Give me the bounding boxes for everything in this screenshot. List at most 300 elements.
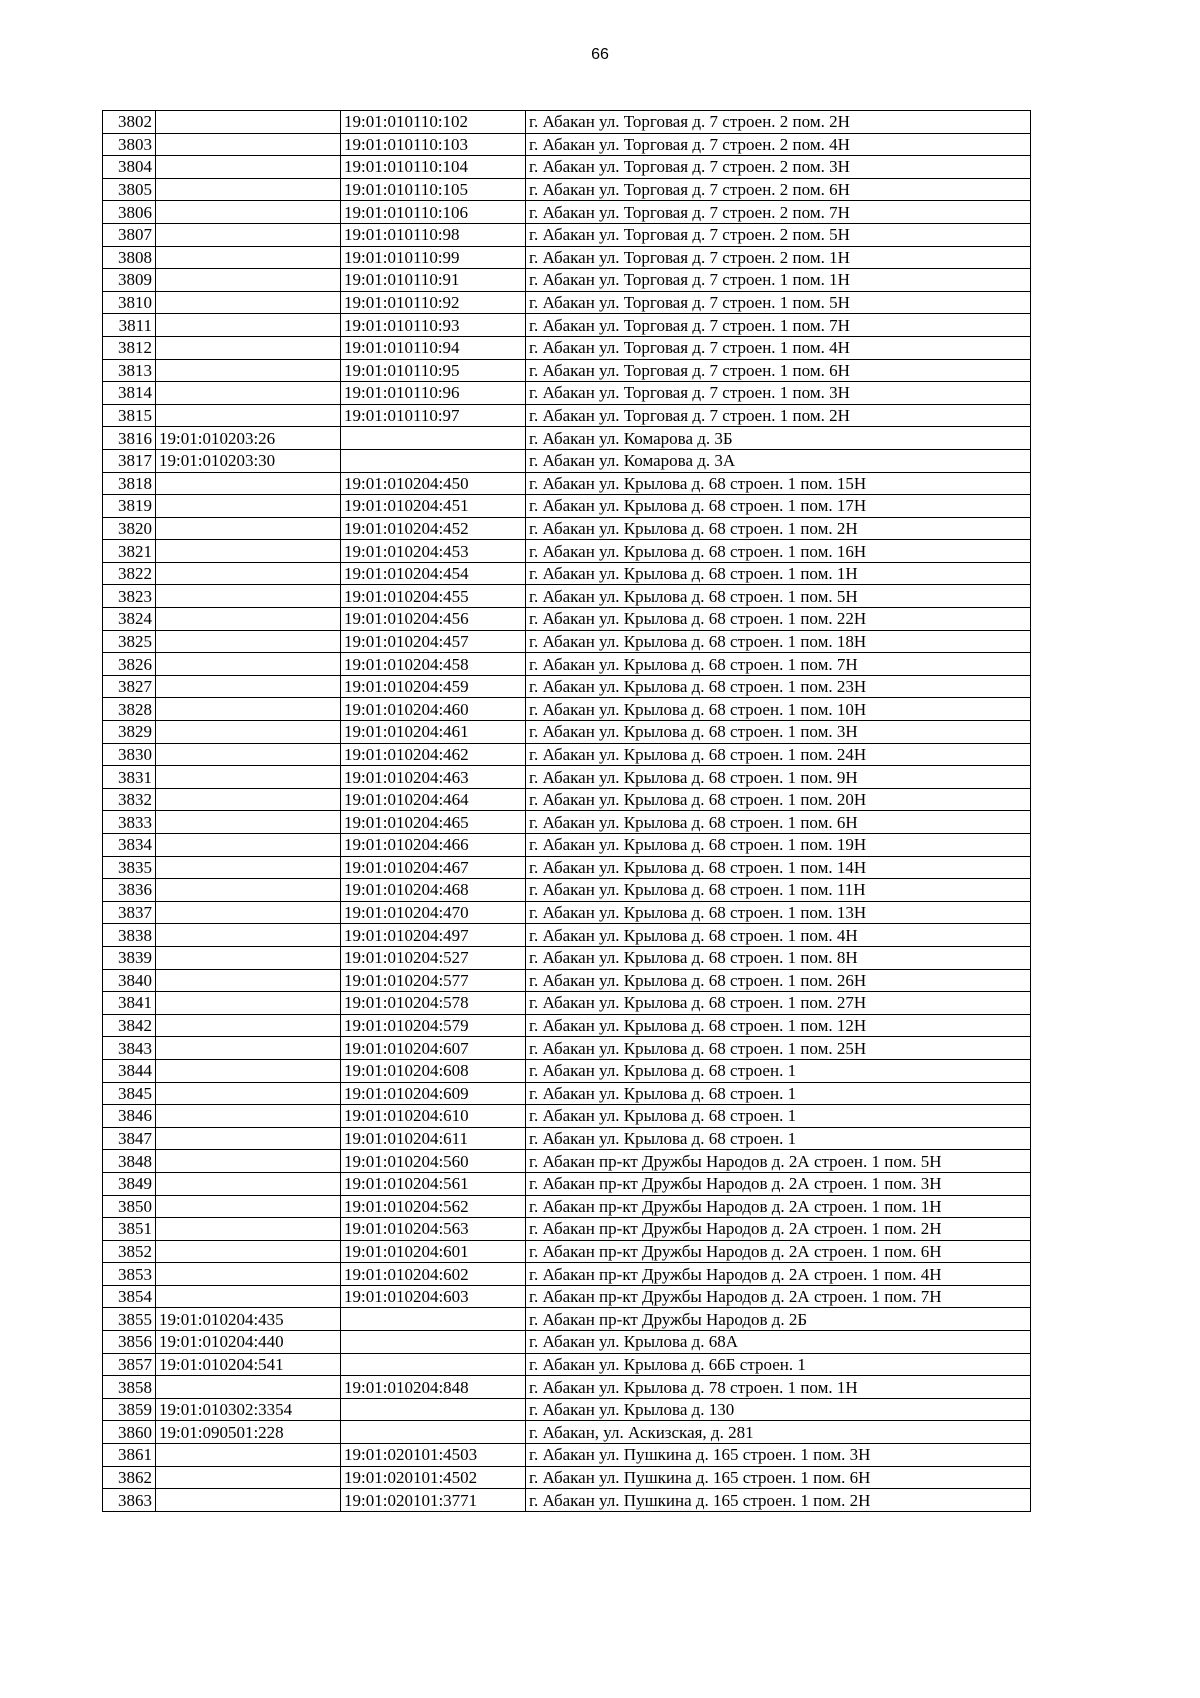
premises-cadastral-number: 19:01:020101:4502 bbox=[341, 1466, 526, 1489]
row-number: 3843 bbox=[103, 1037, 156, 1060]
premises-cadastral-number: 19:01:010110:97 bbox=[341, 404, 526, 427]
row-number: 3844 bbox=[103, 1059, 156, 1082]
table-row bbox=[103, 901, 1031, 924]
row-number: 3851 bbox=[103, 1218, 156, 1241]
row-number: 3804 bbox=[103, 156, 156, 179]
premises-cadastral-number: 19:01:010204:601 bbox=[341, 1240, 526, 1263]
building-cadastral-number bbox=[156, 1218, 341, 1241]
address: г. Абакан ул. Торговая д. 7 строен. 1 пом. 5Н bbox=[526, 291, 1031, 314]
building-cadastral-number bbox=[156, 608, 341, 631]
premises-cadastral-number: 19:01:010204:579 bbox=[341, 1014, 526, 1037]
row-number: 3812 bbox=[103, 336, 156, 359]
premises-cadastral-number: 19:01:010204:461 bbox=[341, 721, 526, 744]
premises-cadastral-number: 19:01:010204:563 bbox=[341, 1218, 526, 1241]
address: г. Абакан ул. Торговая д. 7 строен. 1 пом. 6Н bbox=[526, 359, 1031, 382]
table-row bbox=[103, 427, 1031, 450]
address: г. Абакан пр-кт Дружбы Народов д. 2А строен. 1 пом. 3Н bbox=[526, 1172, 1031, 1195]
premises-cadastral-number: 19:01:020101:3771 bbox=[341, 1489, 526, 1512]
row-number: 3863 bbox=[103, 1489, 156, 1512]
address: г. Абакан ул. Крылова д. 68 строен. 1 пом. 26Н bbox=[526, 969, 1031, 992]
premises-cadastral-number: 19:01:010110:103 bbox=[341, 133, 526, 156]
row-number: 3861 bbox=[103, 1444, 156, 1467]
table-row bbox=[103, 1331, 1031, 1354]
building-cadastral-number bbox=[156, 1444, 341, 1467]
premises-cadastral-number bbox=[341, 1421, 526, 1444]
premises-cadastral-number: 19:01:010110:105 bbox=[341, 178, 526, 201]
building-cadastral-number bbox=[156, 404, 341, 427]
row-number: 3832 bbox=[103, 788, 156, 811]
address: г. Абакан ул. Крылова д. 68 строен. 1 пом. 27Н bbox=[526, 992, 1031, 1015]
row-number: 3838 bbox=[103, 924, 156, 947]
row-number: 3828 bbox=[103, 698, 156, 721]
building-cadastral-number: 19:01:090501:228 bbox=[156, 1421, 341, 1444]
building-cadastral-number bbox=[156, 1489, 341, 1512]
address: г. Абакан ул. Крылова д. 68 строен. 1 пом. 19Н bbox=[526, 834, 1031, 857]
building-cadastral-number bbox=[156, 992, 341, 1015]
building-cadastral-number bbox=[156, 472, 341, 495]
row-number: 3830 bbox=[103, 743, 156, 766]
building-cadastral-number bbox=[156, 901, 341, 924]
row-number: 3810 bbox=[103, 291, 156, 314]
address: г. Абакан ул. Крылова д. 68 строен. 1 пом. 3Н bbox=[526, 721, 1031, 744]
row-number: 3806 bbox=[103, 201, 156, 224]
address: г. Абакан ул. Крылова д. 68 строен. 1 пом. 23Н bbox=[526, 675, 1031, 698]
building-cadastral-number bbox=[156, 517, 341, 540]
premises-cadastral-number: 19:01:010204:527 bbox=[341, 946, 526, 969]
row-number: 3809 bbox=[103, 269, 156, 292]
premises-cadastral-number: 19:01:010204:462 bbox=[341, 743, 526, 766]
row-number: 3855 bbox=[103, 1308, 156, 1331]
premises-cadastral-number: 19:01:010204:467 bbox=[341, 856, 526, 879]
premises-cadastral-number: 19:01:010204:457 bbox=[341, 630, 526, 653]
building-cadastral-number bbox=[156, 766, 341, 789]
table-row bbox=[103, 1398, 1031, 1421]
table-row bbox=[103, 449, 1031, 472]
row-number: 3817 bbox=[103, 449, 156, 472]
table-row bbox=[103, 924, 1031, 947]
address: г. Абакан ул. Крылова д. 68 строен. 1 пом. 24Н bbox=[526, 743, 1031, 766]
row-number: 3835 bbox=[103, 856, 156, 879]
table-row bbox=[103, 1240, 1031, 1263]
address: г. Абакан ул. Крылова д. 68 строен. 1 пом. 20Н bbox=[526, 788, 1031, 811]
address: г. Абакан ул. Торговая д. 7 строен. 2 пом. 1Н bbox=[526, 246, 1031, 269]
building-cadastral-number: 19:01:010302:3354 bbox=[156, 1398, 341, 1421]
table-row bbox=[103, 1444, 1031, 1467]
row-number: 3814 bbox=[103, 382, 156, 405]
premises-cadastral-number: 19:01:010110:106 bbox=[341, 201, 526, 224]
building-cadastral-number: 19:01:010203:30 bbox=[156, 449, 341, 472]
table-row bbox=[103, 585, 1031, 608]
row-number: 3839 bbox=[103, 946, 156, 969]
building-cadastral-number bbox=[156, 856, 341, 879]
row-number: 3820 bbox=[103, 517, 156, 540]
premises-cadastral-number: 19:01:010110:91 bbox=[341, 269, 526, 292]
premises-cadastral-number: 19:01:010204:607 bbox=[341, 1037, 526, 1060]
address: г. Абакан ул. Крылова д. 130 bbox=[526, 1398, 1031, 1421]
table-row bbox=[103, 721, 1031, 744]
row-number: 3836 bbox=[103, 879, 156, 902]
building-cadastral-number: 19:01:010204:435 bbox=[156, 1308, 341, 1331]
address: г. Абакан ул. Пушкина д. 165 строен. 1 пом. 2Н bbox=[526, 1489, 1031, 1512]
row-number: 3854 bbox=[103, 1285, 156, 1308]
premises-cadastral-number: 19:01:010204:562 bbox=[341, 1195, 526, 1218]
table-row bbox=[103, 156, 1031, 179]
row-number: 3819 bbox=[103, 495, 156, 518]
table-row bbox=[103, 382, 1031, 405]
building-cadastral-number bbox=[156, 359, 341, 382]
address: г. Абакан ул. Торговая д. 7 строен. 1 пом. 4Н bbox=[526, 336, 1031, 359]
address: г. Абакан ул. Пушкина д. 165 строен. 1 пом. 6Н bbox=[526, 1466, 1031, 1489]
table-row bbox=[103, 178, 1031, 201]
address: г. Абакан ул. Крылова д. 68 строен. 1 пом. 2Н bbox=[526, 517, 1031, 540]
address: г. Абакан ул. Торговая д. 7 строен. 1 пом. 1Н bbox=[526, 269, 1031, 292]
table-row bbox=[103, 675, 1031, 698]
building-cadastral-number bbox=[156, 314, 341, 337]
building-cadastral-number bbox=[156, 675, 341, 698]
row-number: 3813 bbox=[103, 359, 156, 382]
table-row bbox=[103, 1172, 1031, 1195]
table-row bbox=[103, 1014, 1031, 1037]
building-cadastral-number bbox=[156, 585, 341, 608]
row-number: 3850 bbox=[103, 1195, 156, 1218]
address: г. Абакан ул. Крылова д. 68 строен. 1 пом. 11Н bbox=[526, 879, 1031, 902]
address: г. Абакан ул. Крылова д. 68А bbox=[526, 1331, 1031, 1354]
building-cadastral-number bbox=[156, 1059, 341, 1082]
row-number: 3860 bbox=[103, 1421, 156, 1444]
address: г. Абакан ул. Торговая д. 7 строен. 1 пом. 2Н bbox=[526, 404, 1031, 427]
table-row bbox=[103, 1376, 1031, 1399]
table-row bbox=[103, 1285, 1031, 1308]
building-cadastral-number bbox=[156, 382, 341, 405]
premises-cadastral-number bbox=[341, 1331, 526, 1354]
premises-cadastral-number: 19:01:010204:455 bbox=[341, 585, 526, 608]
address: г. Абакан ул. Крылова д. 68 строен. 1 пом. 22Н bbox=[526, 608, 1031, 631]
row-number: 3803 bbox=[103, 133, 156, 156]
premises-cadastral-number: 19:01:010110:93 bbox=[341, 314, 526, 337]
building-cadastral-number bbox=[156, 1466, 341, 1489]
building-cadastral-number bbox=[156, 1037, 341, 1060]
premises-cadastral-number: 19:01:010204:453 bbox=[341, 540, 526, 563]
table-row bbox=[103, 1466, 1031, 1489]
address: г. Абакан ул. Крылова д. 68 строен. 1 пом. 8Н bbox=[526, 946, 1031, 969]
address: г. Абакан ул. Крылова д. 68 строен. 1 bbox=[526, 1105, 1031, 1128]
premises-cadastral-number: 19:01:010204:456 bbox=[341, 608, 526, 631]
row-number: 3824 bbox=[103, 608, 156, 631]
table-row bbox=[103, 992, 1031, 1015]
row-number: 3821 bbox=[103, 540, 156, 563]
building-cadastral-number bbox=[156, 630, 341, 653]
building-cadastral-number bbox=[156, 269, 341, 292]
premises-cadastral-number: 19:01:010204:458 bbox=[341, 653, 526, 676]
premises-cadastral-number: 19:01:020101:4503 bbox=[341, 1444, 526, 1467]
table-row bbox=[103, 788, 1031, 811]
building-cadastral-number: 19:01:010203:26 bbox=[156, 427, 341, 450]
premises-cadastral-number: 19:01:010110:98 bbox=[341, 223, 526, 246]
row-number: 3827 bbox=[103, 675, 156, 698]
table-row bbox=[103, 1082, 1031, 1105]
building-cadastral-number bbox=[156, 111, 341, 134]
address: г. Абакан ул. Крылова д. 68 строен. 1 пом. 17Н bbox=[526, 495, 1031, 518]
premises-cadastral-number: 19:01:010110:95 bbox=[341, 359, 526, 382]
table-row bbox=[103, 1127, 1031, 1150]
building-cadastral-number bbox=[156, 1195, 341, 1218]
address: г. Абакан ул. Крылова д. 68 строен. 1 пом. 16Н bbox=[526, 540, 1031, 563]
premises-cadastral-number: 19:01:010204:470 bbox=[341, 901, 526, 924]
premises-cadastral-number: 19:01:010204:561 bbox=[341, 1172, 526, 1195]
table-row bbox=[103, 608, 1031, 631]
premises-cadastral-number: 19:01:010204:468 bbox=[341, 879, 526, 902]
address: г. Абакан ул. Крылова д. 68 строен. 1 пом. 7Н bbox=[526, 653, 1031, 676]
premises-cadastral-number: 19:01:010110:104 bbox=[341, 156, 526, 179]
building-cadastral-number bbox=[156, 1285, 341, 1308]
address: г. Абакан ул. Пушкина д. 165 строен. 1 пом. 3Н bbox=[526, 1444, 1031, 1467]
address: г. Абакан ул. Комарова д. 3Б bbox=[526, 427, 1031, 450]
row-number: 3848 bbox=[103, 1150, 156, 1173]
row-number: 3822 bbox=[103, 562, 156, 585]
address: г. Абакан ул. Торговая д. 7 строен. 2 пом. 3Н bbox=[526, 156, 1031, 179]
building-cadastral-number bbox=[156, 1240, 341, 1263]
address: г. Абакан ул. Крылова д. 68 строен. 1 пом. 10Н bbox=[526, 698, 1031, 721]
row-number: 3846 bbox=[103, 1105, 156, 1128]
row-number: 3831 bbox=[103, 766, 156, 789]
address: г. Абакан ул. Торговая д. 7 строен. 1 пом. 3Н bbox=[526, 382, 1031, 405]
building-cadastral-number bbox=[156, 698, 341, 721]
address: г. Абакан пр-кт Дружбы Народов д. 2А строен. 1 пом. 2Н bbox=[526, 1218, 1031, 1241]
building-cadastral-number bbox=[156, 653, 341, 676]
table-row bbox=[103, 562, 1031, 585]
table-row bbox=[103, 743, 1031, 766]
building-cadastral-number bbox=[156, 1172, 341, 1195]
premises-cadastral-number: 19:01:010204:609 bbox=[341, 1082, 526, 1105]
table-row bbox=[103, 856, 1031, 879]
address: г. Абакан ул. Торговая д. 7 строен. 2 пом. 5Н bbox=[526, 223, 1031, 246]
premises-cadastral-number: 19:01:010204:848 bbox=[341, 1376, 526, 1399]
table-row bbox=[103, 472, 1031, 495]
row-number: 3845 bbox=[103, 1082, 156, 1105]
row-number: 3862 bbox=[103, 1466, 156, 1489]
row-number: 3856 bbox=[103, 1331, 156, 1354]
building-cadastral-number bbox=[156, 495, 341, 518]
row-number: 3829 bbox=[103, 721, 156, 744]
building-cadastral-number bbox=[156, 201, 341, 224]
address: г. Абакан ул. Крылова д. 68 строен. 1 пом. 4Н bbox=[526, 924, 1031, 947]
row-number: 3811 bbox=[103, 314, 156, 337]
building-cadastral-number bbox=[156, 1082, 341, 1105]
address: г. Абакан ул. Крылова д. 68 строен. 1 пом. 9Н bbox=[526, 766, 1031, 789]
row-number: 3847 bbox=[103, 1127, 156, 1150]
building-cadastral-number bbox=[156, 1014, 341, 1037]
building-cadastral-number bbox=[156, 178, 341, 201]
premises-cadastral-number: 19:01:010204:465 bbox=[341, 811, 526, 834]
premises-cadastral-number: 19:01:010204:466 bbox=[341, 834, 526, 857]
table-row bbox=[103, 766, 1031, 789]
table-row bbox=[103, 1263, 1031, 1286]
row-number: 3805 bbox=[103, 178, 156, 201]
address: г. Абакан ул. Торговая д. 7 строен. 2 пом. 7Н bbox=[526, 201, 1031, 224]
premises-cadastral-number: 19:01:010204:464 bbox=[341, 788, 526, 811]
row-number: 3834 bbox=[103, 834, 156, 857]
premises-cadastral-number: 19:01:010204:560 bbox=[341, 1150, 526, 1173]
building-cadastral-number: 19:01:010204:440 bbox=[156, 1331, 341, 1354]
building-cadastral-number bbox=[156, 540, 341, 563]
address: г. Абакан ул. Торговая д. 7 строен. 2 пом. 6Н bbox=[526, 178, 1031, 201]
address: г. Абакан ул. Крылова д. 68 строен. 1 пом. 14Н bbox=[526, 856, 1031, 879]
premises-cadastral-number bbox=[341, 427, 526, 450]
table-row bbox=[103, 630, 1031, 653]
address: г. Абакан пр-кт Дружбы Народов д. 2А строен. 1 пом. 4Н bbox=[526, 1263, 1031, 1286]
address: г. Абакан ул. Крылова д. 66Б строен. 1 bbox=[526, 1353, 1031, 1376]
premises-cadastral-number: 19:01:010204:603 bbox=[341, 1285, 526, 1308]
building-cadastral-number bbox=[156, 879, 341, 902]
table-row bbox=[103, 201, 1031, 224]
address: г. Абакан ул. Крылова д. 68 строен. 1 пом. 18Н bbox=[526, 630, 1031, 653]
table-row bbox=[103, 1037, 1031, 1060]
building-cadastral-number bbox=[156, 743, 341, 766]
premises-cadastral-number: 19:01:010204:608 bbox=[341, 1059, 526, 1082]
building-cadastral-number bbox=[156, 924, 341, 947]
building-cadastral-number bbox=[156, 156, 341, 179]
row-number: 3815 bbox=[103, 404, 156, 427]
address: г. Абакан ул. Крылова д. 68 строен. 1 пом. 15Н bbox=[526, 472, 1031, 495]
building-cadastral-number bbox=[156, 1263, 341, 1286]
table-row bbox=[103, 133, 1031, 156]
row-number: 3816 bbox=[103, 427, 156, 450]
premises-cadastral-number: 19:01:010204:460 bbox=[341, 698, 526, 721]
building-cadastral-number: 19:01:010204:541 bbox=[156, 1353, 341, 1376]
table-row bbox=[103, 246, 1031, 269]
table-row bbox=[103, 269, 1031, 292]
row-number: 3857 bbox=[103, 1353, 156, 1376]
premises-cadastral-number: 19:01:010110:99 bbox=[341, 246, 526, 269]
table-row bbox=[103, 653, 1031, 676]
building-cadastral-number bbox=[156, 811, 341, 834]
premises-cadastral-number bbox=[341, 1308, 526, 1331]
table-row bbox=[103, 1195, 1031, 1218]
row-number: 3825 bbox=[103, 630, 156, 653]
row-number: 3842 bbox=[103, 1014, 156, 1037]
address: г. Абакан пр-кт Дружбы Народов д. 2А строен. 1 пом. 5Н bbox=[526, 1150, 1031, 1173]
table-row bbox=[103, 359, 1031, 382]
building-cadastral-number bbox=[156, 946, 341, 969]
table-row bbox=[103, 811, 1031, 834]
address: г. Абакан ул. Крылова д. 68 строен. 1 пом. 1Н bbox=[526, 562, 1031, 585]
premises-cadastral-number bbox=[341, 1398, 526, 1421]
premises-cadastral-number: 19:01:010204:452 bbox=[341, 517, 526, 540]
building-cadastral-number bbox=[156, 562, 341, 585]
address: г. Абакан ул. Комарова д. 3А bbox=[526, 449, 1031, 472]
address: г. Абакан ул. Крылова д. 68 строен. 1 пом. 12Н bbox=[526, 1014, 1031, 1037]
table-row bbox=[103, 1105, 1031, 1128]
row-number: 3858 bbox=[103, 1376, 156, 1399]
building-cadastral-number bbox=[156, 788, 341, 811]
premises-cadastral-number: 19:01:010204:497 bbox=[341, 924, 526, 947]
row-number: 3840 bbox=[103, 969, 156, 992]
building-cadastral-number bbox=[156, 1105, 341, 1128]
premises-cadastral-number: 19:01:010204:451 bbox=[341, 495, 526, 518]
address: г. Абакан ул. Торговая д. 7 строен. 2 пом. 4Н bbox=[526, 133, 1031, 156]
row-number: 3807 bbox=[103, 223, 156, 246]
premises-cadastral-number: 19:01:010204:454 bbox=[341, 562, 526, 585]
address: г. Абакан ул. Крылова д. 68 строен. 1 пом. 6Н bbox=[526, 811, 1031, 834]
row-number: 3837 bbox=[103, 901, 156, 924]
premises-cadastral-number: 19:01:010110:92 bbox=[341, 291, 526, 314]
address: г. Абакан ул. Торговая д. 7 строен. 1 пом. 7Н bbox=[526, 314, 1031, 337]
table-row bbox=[103, 834, 1031, 857]
table-row bbox=[103, 314, 1031, 337]
address: г. Абакан ул. Крылова д. 68 строен. 1 bbox=[526, 1127, 1031, 1150]
address: г. Абакан пр-кт Дружбы Народов д. 2Б bbox=[526, 1308, 1031, 1331]
address: г. Абакан пр-кт Дружбы Народов д. 2А строен. 1 пом. 1Н bbox=[526, 1195, 1031, 1218]
address: г. Абакан пр-кт Дружбы Народов д. 2А строен. 1 пом. 6Н bbox=[526, 1240, 1031, 1263]
row-number: 3852 bbox=[103, 1240, 156, 1263]
address: г. Абакан ул. Крылова д. 68 строен. 1 пом. 13Н bbox=[526, 901, 1031, 924]
building-cadastral-number bbox=[156, 291, 341, 314]
page-number: 66 bbox=[591, 46, 609, 63]
property-table bbox=[102, 110, 1031, 1512]
address: г. Абакан ул. Торговая д. 7 строен. 2 пом. 2Н bbox=[526, 111, 1031, 134]
table-row bbox=[103, 1308, 1031, 1331]
building-cadastral-number bbox=[156, 1376, 341, 1399]
table-row bbox=[103, 1353, 1031, 1376]
premises-cadastral-number: 19:01:010204:611 bbox=[341, 1127, 526, 1150]
row-number: 3818 bbox=[103, 472, 156, 495]
building-cadastral-number bbox=[156, 246, 341, 269]
premises-cadastral-number: 19:01:010204:459 bbox=[341, 675, 526, 698]
row-number: 3849 bbox=[103, 1172, 156, 1195]
table-body bbox=[103, 111, 1031, 1512]
premises-cadastral-number bbox=[341, 1353, 526, 1376]
table-row bbox=[103, 946, 1031, 969]
address: г. Абакан, ул. Аскизская, д. 281 bbox=[526, 1421, 1031, 1444]
row-number: 3826 bbox=[103, 653, 156, 676]
building-cadastral-number bbox=[156, 336, 341, 359]
table-row bbox=[103, 111, 1031, 134]
table-row bbox=[103, 1218, 1031, 1241]
table-row bbox=[103, 517, 1031, 540]
building-cadastral-number bbox=[156, 133, 341, 156]
building-cadastral-number bbox=[156, 223, 341, 246]
table-row bbox=[103, 336, 1031, 359]
premises-cadastral-number: 19:01:010110:102 bbox=[341, 111, 526, 134]
row-number: 3823 bbox=[103, 585, 156, 608]
address: г. Абакан ул. Крылова д. 68 строен. 1 пом. 25Н bbox=[526, 1037, 1031, 1060]
premises-cadastral-number: 19:01:010110:94 bbox=[341, 336, 526, 359]
premises-cadastral-number: 19:01:010204:578 bbox=[341, 992, 526, 1015]
table-row bbox=[103, 495, 1031, 518]
row-number: 3802 bbox=[103, 111, 156, 134]
table-row bbox=[103, 1421, 1031, 1444]
premises-cadastral-number: 19:01:010204:577 bbox=[341, 969, 526, 992]
building-cadastral-number bbox=[156, 969, 341, 992]
table-row bbox=[103, 404, 1031, 427]
address: г. Абакан ул. Крылова д. 78 строен. 1 пом. 1Н bbox=[526, 1376, 1031, 1399]
address: г. Абакан ул. Крылова д. 68 строен. 1 пом. 5Н bbox=[526, 585, 1031, 608]
building-cadastral-number bbox=[156, 721, 341, 744]
table-row bbox=[103, 879, 1031, 902]
table-row bbox=[103, 698, 1031, 721]
building-cadastral-number bbox=[156, 1150, 341, 1173]
table-row bbox=[103, 1059, 1031, 1082]
row-number: 3853 bbox=[103, 1263, 156, 1286]
premises-cadastral-number bbox=[341, 449, 526, 472]
building-cadastral-number bbox=[156, 834, 341, 857]
premises-cadastral-number: 19:01:010204:602 bbox=[341, 1263, 526, 1286]
row-number: 3808 bbox=[103, 246, 156, 269]
table-row bbox=[103, 969, 1031, 992]
table-row bbox=[103, 1489, 1031, 1512]
premises-cadastral-number: 19:01:010110:96 bbox=[341, 382, 526, 405]
address: г. Абакан пр-кт Дружбы Народов д. 2А строен. 1 пом. 7Н bbox=[526, 1285, 1031, 1308]
